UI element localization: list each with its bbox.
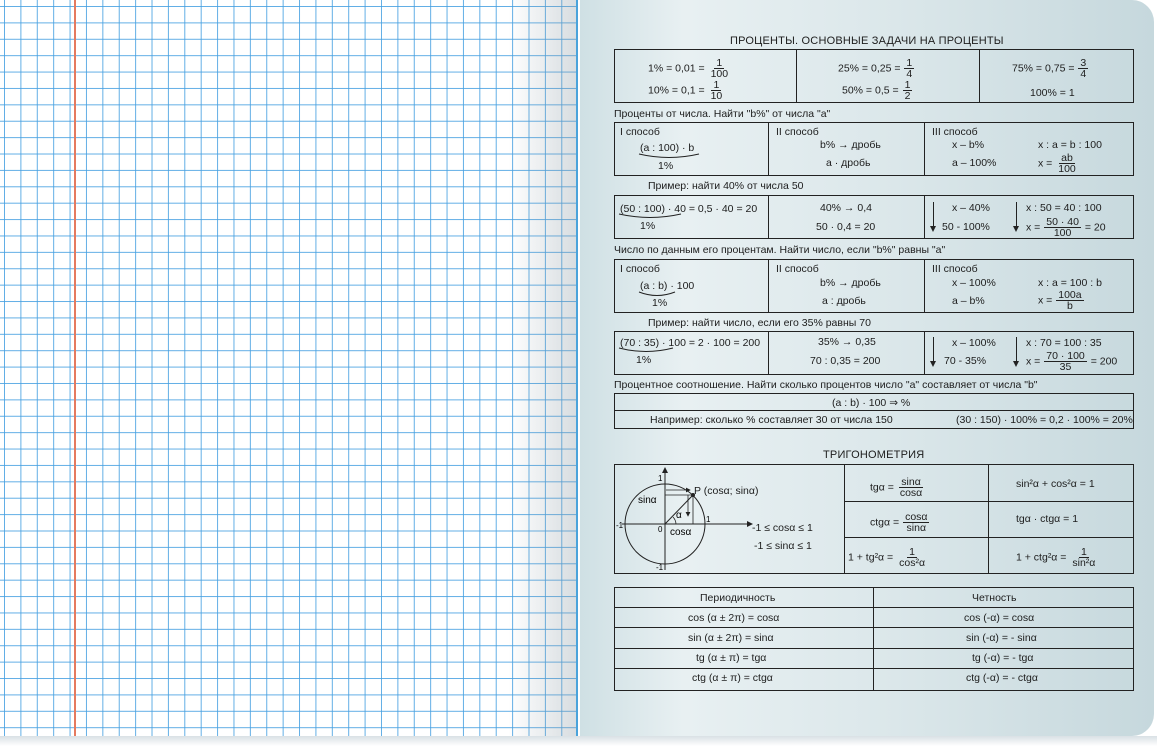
ratio-heading: Процентное соотношение. Найти сколько процентов число "a" составляет от числа "b" [614, 379, 1038, 391]
by-percent-heading: Число по данным его процентам. Найти число, если "b%" равны "a" [614, 244, 946, 256]
tg-ctg-identity: tgα · ctgα = 1 [1016, 513, 1079, 525]
svg-text:-1: -1 [616, 521, 624, 530]
arrow-down-icon [933, 337, 934, 363]
sin-range: -1 ≤ sinα ≤ 1 [754, 540, 812, 552]
of-number-heading: Проценты от числа. Найти "b%" от числа "a" [614, 108, 831, 120]
svg-text:sinα: sinα [638, 495, 657, 506]
fold-line [576, 0, 578, 736]
table-row: tg (-α) = - tgα [972, 652, 1034, 664]
basics-10pct: 10% = 0,1 = $\frac{1}{10}$ [648, 79, 723, 102]
svg-text:0: 0 [658, 525, 663, 534]
svg-text:1: 1 [706, 515, 711, 524]
trig-title: ТРИГОНОМЕТРИЯ [823, 449, 925, 461]
svg-text:α: α [676, 510, 682, 521]
grid-page [0, 0, 578, 737]
arrow-down-icon [1016, 337, 1017, 363]
basics-75pct: 75% = 0,75 = $\frac{3}{4}$ [1012, 57, 1087, 80]
fold-shadow [508, 0, 578, 736]
ctg-formula: ctgα = $\frac{\cos\alpha}{\sin\alpha}$ [870, 511, 928, 534]
ctg2-formula: 1 + ctg²α = $\frac{1}{\text{sin²α}}$ [1016, 546, 1096, 569]
table-row: sin (α ± 2π) = sinα [688, 632, 774, 644]
pythagorean-identity: sin²α + cos²α = 1 [1016, 478, 1095, 490]
svg-text:-1: -1 [656, 563, 664, 572]
by-percent-example-label: Пример: найти число, если его 35% равны 70 [648, 317, 871, 329]
basics-25pct: 25% = 0,25 = $\frac{1}{4}$ [838, 57, 913, 80]
basics-100pct: 100% = 1 [1030, 87, 1075, 99]
unit-circle-diagram [616, 466, 759, 572]
of-number-example-label: Пример: найти 40% от числа 50 [648, 180, 804, 192]
svg-text:1: 1 [658, 474, 663, 483]
parity-header: Четность [972, 592, 1017, 604]
periodicity-header: Периодичность [700, 592, 776, 604]
basics-50pct: 50% = 0,5 = $\frac{1}{2}$ [842, 79, 911, 102]
table-row: ctg (α ± π) = ctgα [692, 672, 773, 684]
tg-formula: tgα = $\frac{\sin\alpha}{\cos\alpha}$ [870, 476, 923, 499]
table-row: tg (α ± π) = tgα [696, 652, 767, 664]
reference-page: ПРОЦЕНТЫ. ОСНОВНЫЕ ЗАДАЧИ НА ПРОЦЕНТЫ 1% = 0,01 = $\frac{1}{100}$ 10% = 0,1 = $\frac{1}{10}$ 25% = 0,25 = $\frac{1}{4}$ 50% = 0,5 = $\frac{1}{2}$ 75% = 0,75 = $\frac{3}{4}$ 100% = 1 Проценты от числа. Найти "b%" от числа "a" I способ (a : 100) · b 1% II способ b% → дробь a · дробь III способ x – b% a – 100% x : a = b : 100 x = $\frac{ab}{100}$ Пример: найти 40% от числа 50 (50 : 100) · 40 = 0,5 · 40 = 20 1% 40% → 0,4 50 · 0,4 = 20 x – 40% 50 - 100% x : 50 = 40 : 100 x = $\frac{50 \cdot 40}{100}$ = 20 Число по данным его процентам. Найти число, если "b%" равны "a" I способ (a : b) · 100 1% II способ b% → дробь a : дробь III способ x – 100% a – b% x : a = 100 : b x = $\frac{100a}{b}$ Пример: найти число, если его 35% равны 70 (70 : 35) · 100 = 2 · 100 = 200 1% 35% → 0,35 70 : 0,35 = 200 x – 100% 70 - 35% x : 70 = 100 : 35 x = $\frac{70 \cdot 100}{35}$ = 200 Процентное соотношение. Найти сколько процентов число "a" составляет от числа "b" (a : b) · 100 ⇒ % Например: сколько % составляет 30 от числа 150 (30 : 150) · 100% = 0,2 · 100% = 20% ТРИГОНОМЕТРИЯ 1 -1 -1 1 0 sinα α cosα P (cosα; sinα) -1 ≤ cosα ≤ 1 -1 ≤ sinα ≤ 1 tgα = $\frac{\sin\alpha}{\cos\alpha}$ ctgα = $\frac{\cos\alpha}{\sin\alpha}$ 1 + tg²α = $\frac{1}{\text{cos²α}}$ sin²α + cos²α = 1 tgα · ctgα = 1 1 + ctg²α = $\frac{1}{\text{sin²α}}$ Периодичность Четность cos (α ± 2π) = cosα cos (-α) = cosα sin (α ± 2π) = sinα sin (-α) = - sinα tg (α ± π) = tgα tg (-α) = - tgα ctg (α ± π) = ctgα ctg (-α) = - ctgα [580, 0, 1154, 736]
table-row: sin (-α) = - sinα [966, 632, 1037, 644]
tg2-formula: 1 + tg²α = $\frac{1}{\text{cos²α}}$ [848, 546, 926, 569]
svg-text:cosα: cosα [670, 527, 692, 538]
arrow-down-icon [1016, 202, 1017, 228]
point-p-label: P (cosα; sinα) [694, 485, 759, 497]
table-row: ctg (-α) = - ctgα [966, 672, 1038, 684]
arrow-down-icon [933, 202, 934, 228]
margin-line [74, 0, 76, 736]
basics-1pct: 1% = 0,01 = $\frac{1}{100}$ [648, 57, 729, 80]
cos-range: -1 ≤ cosα ≤ 1 [752, 522, 813, 534]
table-row: cos (-α) = cosα [964, 612, 1035, 624]
page-shadow [0, 736, 1157, 746]
table-row: cos (α ± 2π) = cosα [688, 612, 780, 624]
of-number-m1-expr: (a : 100) · b [640, 142, 695, 154]
percent-title: ПРОЦЕНТЫ. ОСНОВНЫЕ ЗАДАЧИ НА ПРОЦЕНТЫ [730, 35, 1004, 47]
